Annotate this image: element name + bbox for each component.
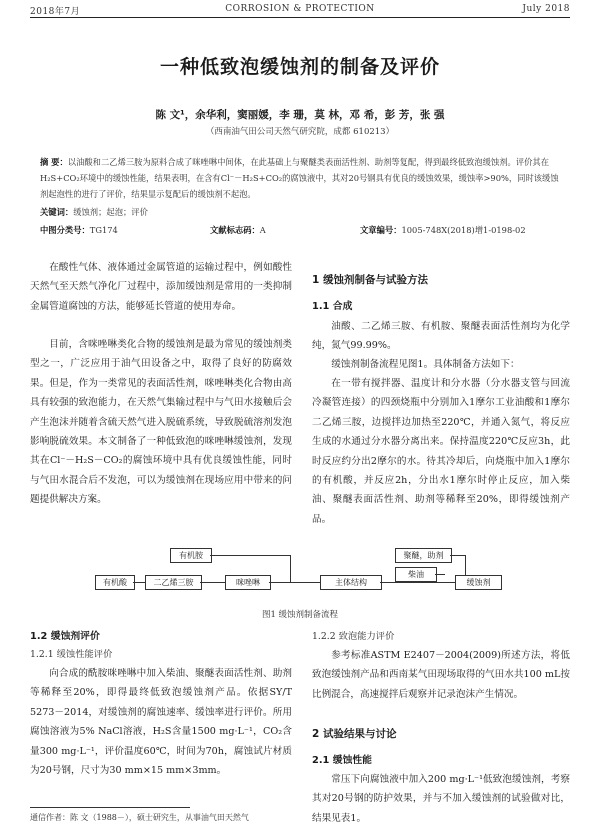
abstract [40,154,560,202]
header-rule [30,17,570,18]
materials-paragraph: 油酸、二乙烯三胺、有机胺、聚醚表面活性剂均为化学纯，氮气99.99%。 [312,321,570,352]
doc-code-value: A [259,225,266,235]
section-2-heading: 2 试验结果与讨论 [312,728,397,740]
abstract-text: 以油酸和二乙烯三胺为原料合成了咪唑啉中间体，在此基础上与聚醚类表面活性剂、助剂等复配，得到最终低致泡缓蚀剂。评价其在H₂S+CO₂环境中的缓蚀性能，结果表明，在含有Cl⁻－H₂S+CO₂的腐蚀液中，其对20号钢具有优良的缓蚀效果，缓蚀率>90%，同时该缓蚀剂起泡性的进行了评价，结果显示复配后的缓蚀剂不起泡。 [40,157,559,199]
clc-value: TG174 [89,225,118,235]
clc-label: 中图分类号： [40,225,90,235]
figure-1-flowchart [95,545,515,600]
flow-box-main-structure: 主体结构 [320,575,382,590]
running-header-date-en: July 2018 [522,4,570,14]
section-1-2-heading: 1.2 缓蚀剂评价 [30,631,100,642]
affiliation: （西南油气田公司天然气研究院，成都 610213） [205,127,395,137]
classification-line [40,224,560,236]
figure-1-caption: 图1 缓蚀剂制备流程 [261,610,339,620]
flow-box-diethylenetriamine: 二乙烯三胺 [145,575,202,590]
author-list: 陈 文¹，余华利，窦丽媛，李 珊，莫 林，邓 希，彭 芳，张 强 [155,109,445,121]
keywords-text: 缓蚀剂；起泡；评价 [73,207,148,217]
flow-connector [210,555,290,556]
flow-connector [290,555,291,582]
paper-title: 一种低致泡缓蚀剂的制备及评价 [159,56,440,78]
doc-code-label: 文献标志码： [210,225,260,235]
flow-box-imidazoline: 咪唑啉 [225,575,271,590]
flow-connector [450,555,465,556]
footnote: 通信作者：陈 文（1988－），硕士研究生，从事油气田天然气 [30,813,249,822]
section-1-1-heading: 1.1 合成 [312,301,353,312]
section-1-2-2-heading: 1.2.2 致泡能力评价 [312,631,395,642]
section-2-1-heading: 2.1 缓蚀性能 [312,755,372,766]
flow-connector [200,582,225,583]
section-1-2-1-heading: 1.2.1 缓蚀性能评价 [30,649,113,660]
procedure-intro: 缓蚀剂制备流程见图1。具体制备方法如下： [331,359,520,370]
flow-connector [269,582,320,583]
footnote-rule [30,807,190,808]
foam-test-paragraph: 参考标准ASTM E2407－2004(2009)所述方法，将低致泡缓蚀剂产品和西南某气田现场取得的气田水共100 mL按比例混合，高速搅拌后观察并记录泡沫产生情况。 [312,650,570,700]
flow-box-diesel: 柴油 [395,567,437,582]
intro-paragraph-2: 目前，含咪唑啉类化合物的缓蚀剂是最为常见的缓蚀剂类型之一，广泛应用于油气田设备之中，取得了良好的防腐效果。但是，作为一类常见的表面活性剂，咪唑啉类化合物由高具有较强的致泡能力，在天然气集输过程中与气田水接触后会产生泡沫并随着含硫天然气进入脱硫系统，导致脱硫溶剂发泡影响脱硫效果。本文制备了一种低致泡的咪唑啉缓蚀剂，发现其在Cl⁻－H₂S－CO₂的腐蚀环境中具有优良缓蚀性能，同时与气田水混合后不发泡，可以为缓蚀剂在现场应用中带来的问题提供解决方案。 [30,339,292,506]
evaluation-paragraph: 向合成的酰胺咪唑啉中加入柴油、聚醚表面活性剂、助剂等稀释至20%，即得最终低致泡缓蚀剂产品。依据SY/T 5273－2014，对缓蚀剂的腐蚀速率、缓蚀率进行评价。所用腐蚀溶液为5% NaCl溶液，H₂S含量1500 mg·L⁻¹，CO₂含量300 mg·L⁻¹，评价温度60℃，时间为70h，腐蚀试片材质为20号钢，尺寸为30 mm×15 mm×3mm。 [30,668,292,777]
running-header-journal: CORROSION & PROTECTION [225,4,375,14]
section-1-heading: 1 缓蚀剂制备与试验方法 [312,274,428,286]
article-id-label: 文章编号： [360,225,402,235]
results-paragraph: 常压下向腐蚀液中加入200 mg·L⁻¹低致泡缓蚀剂，考察其对20号钢的防护效果，并与不加入缓蚀剂的试验做对比，结果见表1。 [312,774,570,824]
abstract-label: 摘 要： [40,157,68,167]
keywords-label: 关键词： [40,207,74,217]
flow-box-polyether: 聚醚，助剂 [395,548,452,563]
flow-box-organic-acid: 有机胺 [170,548,212,563]
flow-box-inhibitor: 缓蚀剂 [455,575,502,590]
article-id-value: 1005-748X(2018)增1-0198-02 [401,225,526,235]
intro-paragraph-1: 在酸性气体、液体通过金属管道的运输过程中，例如酸性天然气至天然气净化厂过程中，添加缓蚀剂是常用的一类抑制金属管道腐蚀的方法，能够延长管道的使用寿命。 [30,262,292,312]
running-header-date: 2018年7月 [30,7,81,17]
keywords [40,206,560,218]
flow-connector [435,574,445,575]
flow-connector [465,555,466,575]
flow-connector [133,582,145,583]
flow-connector [380,582,455,583]
flow-box-oleic-acid: 有机酸 [95,575,135,590]
procedure-paragraph: 在一带有搅拌器、温度计和分水器（分水器支管与回流冷凝管连接）的四颈烧瓶中分别加入1摩尔工业油酸和1摩尔二乙烯三胺，边搅拌边加热至220℃，并通入氮气，将反应生成的水通过分水器分离出来。保持温度220℃反应3h，此时反应约分出2摩尔的水。待其冷却后，向烧瓶中加入1摩尔的有机酸，并反应2h，分出水1摩尔时停止反应，加入柴油、聚醚表面活性剂、助剂等稀释至20%，即得缓蚀剂产品。 [312,378,570,525]
